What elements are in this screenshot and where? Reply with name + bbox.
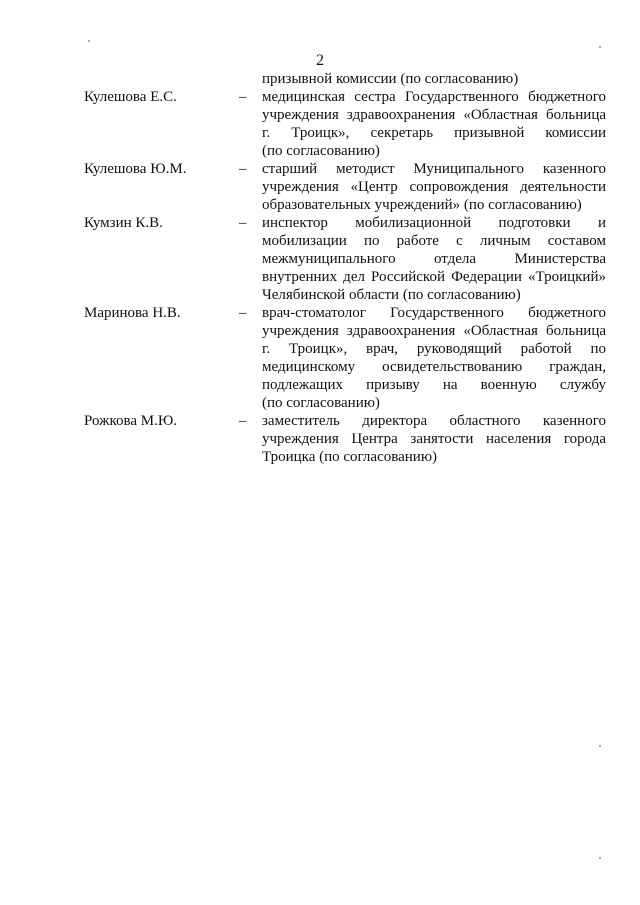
description-line: учреждения Центра занятости населения города bbox=[262, 431, 606, 447]
commission-member-list bbox=[0, 70, 640, 466]
description-line: медицинскому освидетельствованию граждан, bbox=[262, 359, 606, 375]
member-row bbox=[0, 160, 640, 214]
member-row bbox=[0, 412, 640, 466]
dash-separator: – bbox=[239, 89, 247, 105]
member-name: Рожкова М.Ю. bbox=[84, 413, 178, 429]
description-line: внутренних дел Российской Федерации «Троицкий» bbox=[262, 269, 606, 285]
member-row bbox=[0, 88, 640, 160]
member-description bbox=[262, 214, 606, 304]
page-number: 2 bbox=[316, 52, 324, 69]
description-line: старший методист Муниципального казенного bbox=[262, 161, 606, 177]
description-line: межмуниципального отдела Министерства bbox=[262, 251, 606, 267]
description-line: подлежащих призыву на военную службу bbox=[262, 377, 606, 393]
description-line: мобилизации по работе с личным составом bbox=[262, 233, 606, 249]
description-line: г. Троицк», секретарь призывной комиссии bbox=[262, 125, 606, 141]
description-line: образовательных учреждений» (по согласованию) bbox=[262, 197, 582, 213]
description-line: (по согласованию) bbox=[262, 143, 380, 159]
dash-separator: – bbox=[239, 413, 247, 429]
description-line: учреждения «Центр сопровождения деятельности bbox=[262, 179, 606, 195]
description-line: инспектор мобилизационной подготовки и bbox=[262, 215, 606, 231]
description-line: г. Троицк», врач, руководящий работой по bbox=[262, 341, 606, 357]
description-line: Челябинской области (по согласованию) bbox=[262, 287, 521, 303]
scan-speck bbox=[599, 745, 601, 747]
member-description bbox=[262, 160, 606, 214]
description-line: учреждения здравоохранения «Областная больница bbox=[262, 323, 606, 339]
member-description bbox=[262, 304, 606, 412]
scan-speck bbox=[88, 40, 90, 42]
description-line: учреждения здравоохранения «Областная больница bbox=[262, 107, 606, 123]
description-line: призывной комиссии (по согласованию) bbox=[262, 71, 519, 87]
description-line: Троицка (по согласованию) bbox=[262, 449, 438, 465]
member-row bbox=[0, 214, 640, 304]
member-row bbox=[0, 304, 640, 412]
member-description bbox=[262, 88, 606, 160]
member-description bbox=[262, 412, 606, 466]
continuation-row bbox=[0, 70, 640, 88]
member-name: Маринова Н.В. bbox=[84, 305, 181, 321]
dash-separator: – bbox=[239, 161, 247, 177]
continuation-text bbox=[262, 70, 606, 88]
description-line: медицинская сестра Государственного бюджетного bbox=[262, 89, 606, 105]
scan-speck bbox=[599, 857, 601, 859]
dash-separator: – bbox=[239, 215, 247, 231]
description-line: (по согласованию) bbox=[262, 395, 380, 411]
description-line: заместитель директора областного казенного bbox=[262, 413, 606, 429]
member-name: Кулешова Ю.М. bbox=[84, 161, 187, 177]
dash-separator: – bbox=[239, 305, 247, 321]
description-line: врач-стоматолог Государственного бюджетного bbox=[262, 305, 606, 321]
member-name: Кулешова Е.С. bbox=[84, 89, 177, 105]
scan-speck bbox=[599, 46, 601, 48]
member-name: Кумзин К.В. bbox=[84, 215, 163, 231]
